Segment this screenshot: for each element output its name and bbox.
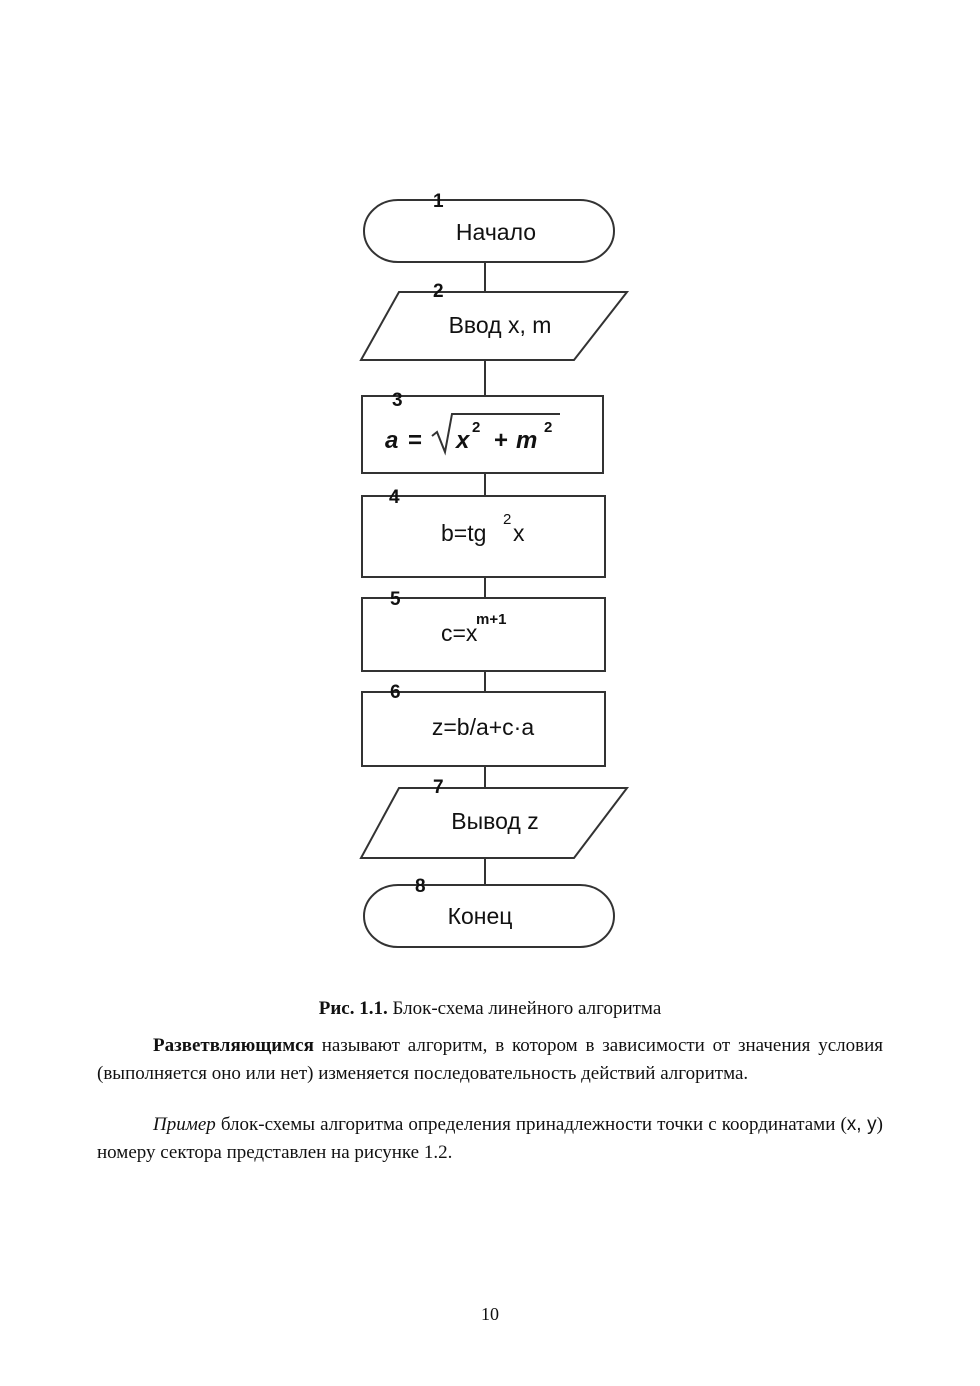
block-3-process <box>362 390 603 473</box>
block-8-end <box>364 876 614 947</box>
formula-base: b=tg <box>441 520 487 546</box>
block-number: 3 <box>392 390 403 411</box>
caption-text: Блок-схема линейного алгоритма <box>387 998 662 1019</box>
term-example: Пример <box>153 1114 216 1135</box>
paragraph-text-a: блок-схемы алгоритма определения принадлежности точки с координатами ( <box>215 1114 847 1135</box>
formula-exponent: m+1 <box>476 611 507 628</box>
formula-x-exponent: 2 <box>472 419 481 436</box>
formula-equals: = <box>408 427 423 454</box>
formula-m-exponent: 2 <box>544 419 553 436</box>
figure-caption <box>0 998 980 1020</box>
formula-m: m <box>516 427 538 454</box>
paragraph-example <box>97 1111 883 1167</box>
block-label: Ввод x, m <box>448 312 552 338</box>
formula-tail: x <box>513 520 525 546</box>
block-label: z=b/a+c·a <box>431 714 535 740</box>
block-label: Вывод z <box>451 808 539 834</box>
block-6-process <box>362 682 605 766</box>
paragraph-text: называют алгоритм, в котором в зависимости от значения условия (выполняется оно или нет) изменяется последовательность действий алгоритма. <box>97 1035 883 1084</box>
block-1-start <box>364 191 614 262</box>
block-number: 1 <box>433 191 444 212</box>
block-number: 8 <box>415 876 426 897</box>
block-2-input <box>361 281 627 360</box>
formula-base: c=x <box>441 620 478 646</box>
term-branching: Разветвляющимся <box>153 1035 314 1056</box>
paragraph-branching-definition <box>97 1032 883 1088</box>
block-number: 6 <box>390 682 401 703</box>
block-5-process <box>362 589 605 671</box>
coordinates: x, y <box>846 1114 877 1135</box>
formula-x: x <box>456 427 470 454</box>
block-number: 5 <box>390 589 401 610</box>
formula-exponent: 2 <box>503 511 512 528</box>
caption-label: Рис. 1.1. <box>318 998 388 1019</box>
block-number: 2 <box>433 281 444 302</box>
page-number: 10 <box>481 1304 499 1324</box>
block-4-process <box>362 487 605 577</box>
block-number: 7 <box>433 777 444 798</box>
block-7-output <box>361 777 627 858</box>
formula-plus: + <box>494 427 509 454</box>
block-label: Начало <box>455 219 537 245</box>
block-label: Конец <box>447 903 513 929</box>
formula-lhs: a <box>385 427 399 454</box>
paragraph-text-b: ) номеру сектора представлен на рисунке 1.2. <box>97 1114 883 1163</box>
block-number: 4 <box>389 487 400 508</box>
